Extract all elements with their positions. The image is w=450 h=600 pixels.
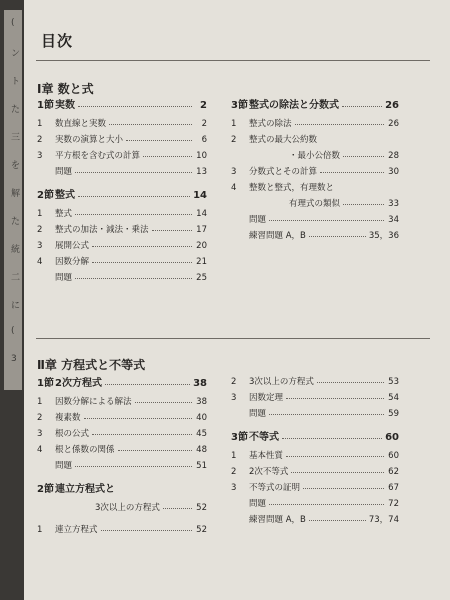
page-number: 38 — [196, 397, 207, 407]
entry-title: 平方根を含む式の計算 — [55, 151, 141, 161]
toc-entry — [231, 406, 399, 422]
dot-leader — [75, 466, 192, 467]
page-number: 67 — [388, 483, 399, 493]
dot-leader — [78, 196, 190, 197]
entry-number: 1 — [37, 209, 43, 219]
dot-leader — [282, 438, 382, 439]
toc-entry — [37, 458, 207, 474]
entry-title: 問題 — [249, 499, 267, 509]
entry-title: 整式 — [55, 190, 75, 201]
entry-number: 2節 — [37, 190, 54, 201]
toc-entry — [37, 270, 207, 286]
entry-number: 2 — [231, 467, 237, 477]
entry-number: 3節 — [231, 432, 248, 443]
dot-leader — [75, 214, 192, 215]
dot-leader — [126, 140, 192, 141]
toc-section-entry — [37, 186, 207, 206]
dot-leader — [101, 530, 192, 531]
dot-leader — [152, 230, 192, 231]
page-number: 20 — [196, 241, 207, 251]
page-number: 35，36 — [368, 231, 399, 241]
entry-number: 3 — [231, 167, 237, 177]
dot-leader — [309, 520, 366, 521]
entry-title: 分数式とその計算 — [249, 167, 318, 177]
page-number: 13 — [196, 167, 207, 177]
toc-entry — [37, 394, 207, 410]
entry-title: 因数分解による解法 — [55, 397, 132, 407]
entry-title: 練習問題 A，B — [249, 231, 306, 241]
dot-leader — [75, 172, 192, 173]
page-number: 26 — [385, 100, 399, 111]
toc-entry — [37, 148, 207, 164]
entry-title: 問題 — [55, 167, 73, 177]
page-number: 40 — [196, 413, 207, 423]
entry-title: 問題 — [249, 215, 267, 225]
dot-leader — [135, 402, 192, 403]
page-number: 53 — [388, 377, 399, 387]
entry-number: 2 — [37, 225, 43, 235]
toc-entry — [231, 116, 399, 132]
page-number: 21 — [196, 257, 207, 267]
toc-entry — [37, 132, 207, 148]
dot-leader — [286, 398, 384, 399]
toc-section-entry — [231, 96, 399, 116]
page-number: 30 — [388, 167, 399, 177]
entry-number: 4 — [37, 257, 43, 267]
entry-number: 1 — [37, 397, 43, 407]
entry-title: 練習問題 A，B — [249, 515, 306, 525]
page-number: 10 — [196, 151, 207, 161]
entry-title: 連立方程式と — [55, 484, 115, 495]
toc-entry — [231, 512, 399, 528]
entry-number: 3 — [37, 241, 43, 251]
edge-character: 二 — [11, 273, 21, 283]
page-number: 48 — [196, 445, 207, 455]
edge-character: 三 — [11, 133, 21, 143]
edge-character: ( — [11, 326, 15, 336]
page-number: 2 — [200, 100, 207, 111]
page-number: 38 — [193, 378, 207, 389]
entry-title: 整式の除法と分数式 — [249, 100, 339, 111]
toc-entry — [37, 206, 207, 222]
toc-entry — [37, 238, 207, 254]
entry-number: 4 — [231, 183, 237, 193]
toc-entry — [231, 448, 399, 464]
toc-entry — [231, 390, 399, 406]
entry-number: 2 — [37, 135, 43, 145]
entry-title: 整式 — [55, 209, 73, 219]
dot-leader — [143, 156, 192, 157]
dot-leader — [78, 106, 192, 107]
dot-leader — [163, 508, 192, 509]
entry-number: 1 — [37, 119, 43, 129]
page-number: 54 — [388, 393, 399, 403]
entry-number: 4 — [37, 445, 43, 455]
entry-title: 問題 — [55, 273, 73, 283]
entry-title: 展開公式 — [55, 241, 90, 251]
dot-leader — [343, 156, 384, 157]
dot-leader — [92, 434, 192, 435]
entry-title: 因数分解 — [55, 257, 90, 267]
page-number: 60 — [388, 451, 399, 461]
dot-leader — [109, 124, 192, 125]
entry-number: 3節 — [231, 100, 248, 111]
entry-title: 不等式の証明 — [249, 483, 301, 493]
page-number: 59 — [388, 409, 399, 419]
toc-entry — [231, 496, 399, 512]
entry-title: 因数定理 — [249, 393, 284, 403]
entry-number: 2 — [37, 413, 43, 423]
edge-character: た — [11, 217, 21, 227]
entry-title: 根の公式 — [55, 429, 90, 439]
dot-leader — [317, 382, 384, 383]
entry-title: 整式の除法 — [249, 119, 292, 129]
toc-entry — [37, 426, 207, 442]
adjacent-page-edge — [0, 0, 24, 600]
toc-section-entry — [37, 374, 207, 394]
entry-title: 整式の最大公約数 — [249, 135, 318, 145]
chapter-1-right-column — [231, 96, 399, 244]
page-number: 26 — [388, 119, 399, 129]
dot-leader — [286, 456, 384, 457]
entry-number: 1 — [231, 451, 237, 461]
title-rule — [36, 60, 430, 61]
entry-number: 3 — [231, 483, 237, 493]
dot-leader — [295, 124, 384, 125]
dot-leader — [303, 488, 384, 489]
toc-entry — [231, 464, 399, 480]
dot-leader — [92, 246, 192, 247]
page-number: 25 — [196, 273, 207, 283]
chapter-2-right-column — [231, 374, 399, 528]
entry-title: 2次方程式 — [55, 378, 102, 389]
toc-entry — [231, 196, 399, 212]
edge-character: ト — [11, 77, 21, 87]
chapter-2-heading: Ⅱ章 方程式と不等式 — [37, 358, 146, 372]
entry-title: 2次不等式 — [249, 467, 289, 477]
page-number: 34 — [388, 215, 399, 225]
entry-title: 不等式 — [249, 432, 279, 443]
toc-entry — [37, 522, 207, 538]
dot-leader — [343, 204, 384, 205]
entry-number: 2 — [231, 377, 237, 387]
entry-title: 整数と整式，有理数と — [249, 183, 335, 193]
toc-section-entry — [37, 480, 207, 500]
page-number: 45 — [196, 429, 207, 439]
edge-character: 3 — [11, 354, 17, 364]
toc-entry — [37, 254, 207, 270]
toc-section-entry — [231, 428, 399, 448]
page-number: 2 — [201, 119, 207, 129]
page-number: 60 — [385, 432, 399, 443]
toc-entry — [37, 116, 207, 132]
toc-entry — [231, 480, 399, 496]
entry-number: 1節 — [37, 378, 54, 389]
toc-entry — [231, 180, 399, 196]
entry-number: 1 — [231, 119, 237, 129]
edge-character: た — [11, 105, 21, 115]
edge-character: を — [11, 161, 21, 171]
page-number: 72 — [388, 499, 399, 509]
toc-entry — [37, 222, 207, 238]
chapter-divider — [36, 338, 430, 339]
toc-section-entry — [37, 96, 207, 116]
dot-leader — [320, 172, 384, 173]
edge-character: ( — [11, 18, 15, 28]
edge-character: ン — [11, 49, 21, 59]
entry-number: 3 — [231, 393, 237, 403]
entry-title: 3次以上の方程式 — [95, 503, 160, 513]
entry-title: 3次以上の方程式 — [249, 377, 314, 387]
page-number: 62 — [388, 467, 399, 477]
dot-leader — [92, 262, 192, 263]
edge-character: に — [11, 301, 21, 311]
edge-character: 統 — [11, 245, 21, 255]
dot-leader — [309, 236, 366, 237]
adjacent-page-text-strip — [4, 10, 22, 390]
toc-entry — [37, 500, 207, 516]
page-number: 14 — [196, 209, 207, 219]
entry-title: 問題 — [249, 409, 267, 419]
entry-title: 実数 — [55, 100, 75, 111]
entry-title: 複素数 — [55, 413, 81, 423]
dot-leader — [105, 384, 190, 385]
dot-leader — [118, 450, 192, 451]
entry-title: 整式の加法・減法・乗法 — [55, 225, 149, 235]
toc-entry — [37, 442, 207, 458]
entry-title: ・最小公倍数 — [289, 151, 341, 161]
page-number: 51 — [196, 461, 207, 471]
entry-number: 1 — [37, 525, 43, 535]
edge-character: 解 — [11, 189, 21, 199]
page-number: 52 — [196, 525, 207, 535]
entry-number: 1節 — [37, 100, 54, 111]
entry-number: 2 — [231, 135, 237, 145]
entry-title: 基本性質 — [249, 451, 284, 461]
toc-entry — [231, 212, 399, 228]
entry-title: 数直線と実数 — [55, 119, 107, 129]
page-number: 14 — [193, 190, 207, 201]
entry-title: 問題 — [55, 461, 73, 471]
page-title: 目次 — [41, 32, 74, 50]
entry-title: 有理式の類似 — [289, 199, 341, 209]
dot-leader — [269, 414, 384, 415]
toc-entry — [231, 374, 399, 390]
dot-leader — [269, 220, 384, 221]
chapter-1-heading: Ⅰ章 数と式 — [37, 82, 94, 96]
page-number: 17 — [196, 225, 207, 235]
page-number: 6 — [201, 135, 207, 145]
chapter-2-left-column — [37, 374, 207, 538]
toc-page — [24, 0, 450, 600]
dot-leader — [269, 504, 384, 505]
page-number: 28 — [388, 151, 399, 161]
entry-number: 2節 — [37, 484, 54, 495]
page-number: 52 — [196, 503, 207, 513]
page-number: 73，74 — [368, 515, 399, 525]
toc-entry — [231, 228, 399, 244]
entry-title: 根と係数の関係 — [55, 445, 115, 455]
toc-entry — [37, 410, 207, 426]
dot-leader — [75, 278, 192, 279]
toc-entry — [37, 164, 207, 180]
dot-leader — [84, 418, 192, 419]
entry-title: 実数の演算と大小 — [55, 135, 124, 145]
dot-leader — [291, 472, 384, 473]
dot-leader — [342, 106, 382, 107]
entry-number: 3 — [37, 151, 43, 161]
entry-number: 3 — [37, 429, 43, 439]
toc-entry — [231, 164, 399, 180]
page-number: 33 — [388, 199, 399, 209]
chapter-1-left-column — [37, 96, 207, 286]
entry-title: 連立方程式 — [55, 525, 98, 535]
toc-entry — [231, 148, 399, 164]
toc-entry — [231, 132, 399, 148]
